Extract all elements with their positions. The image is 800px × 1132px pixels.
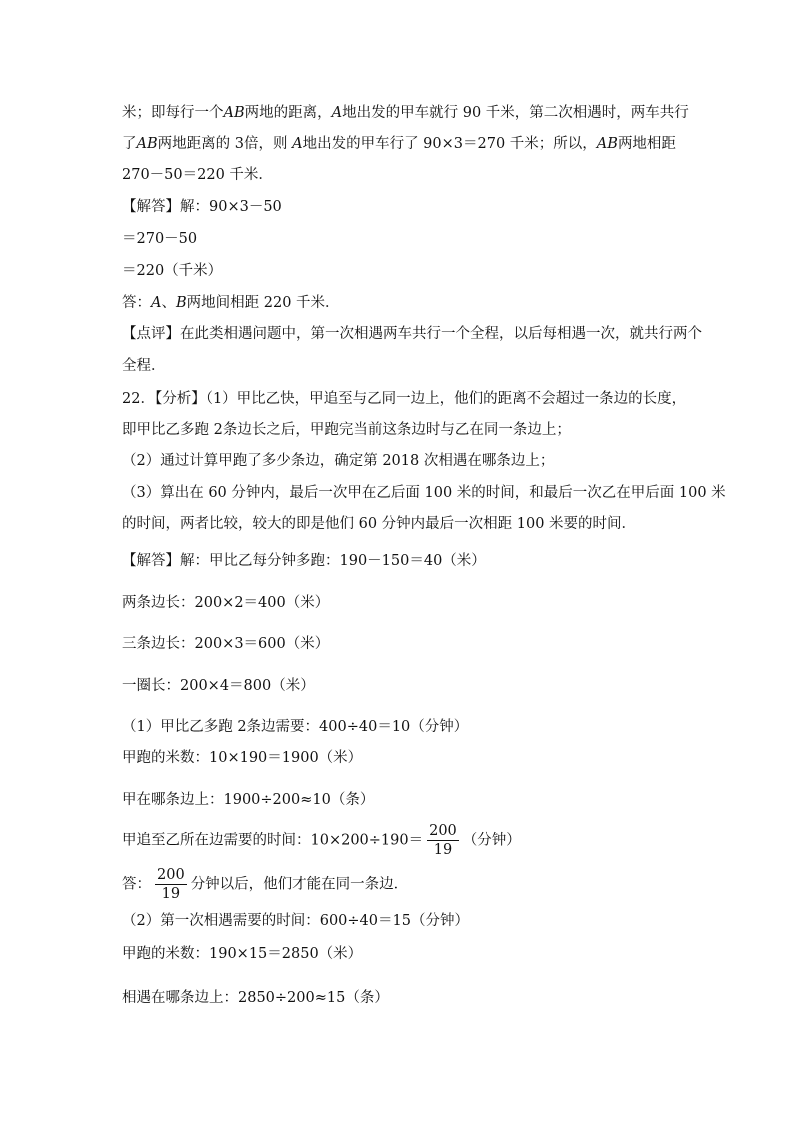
text-line: 270－50＝220 千米． xyxy=(122,167,273,183)
problem-analysis: 22．【分析】（1）甲比乙快，甲追至与乙同一边上，他们的距离不会超过一条边的长度， xyxy=(122,391,687,407)
answer-heading: 【解答】解：甲比乙每分钟多跑：190－150＝40（米） xyxy=(122,553,486,569)
text-line: （3）算出在 60 分钟内，最后一次甲在乙后面 100 米的时间，和最后一次乙在甲后面 100 米 xyxy=(122,485,726,501)
fraction-line: 甲追至乙所在边需要的时间：10×200÷190＝ $\frac{200}{19}$ （分钟） xyxy=(122,823,521,858)
text-line: 相遇在哪条边上：2850÷200≈15（条） xyxy=(122,990,389,1006)
text-line: 甲跑的米数：10×190＝1900（米） xyxy=(122,750,363,766)
text-line: 两条边长：200×2＝400（米） xyxy=(122,595,330,611)
comment-line: 全程． xyxy=(122,358,166,374)
text-line: 一圈长：200×4＝800（米） xyxy=(122,678,315,694)
fraction-line: 答： $\frac{200}{19}$ 分钟以后，他们才能在同一条边． xyxy=(122,867,409,902)
answer-heading: 【解答】解：90×3－50 xyxy=(122,199,282,215)
answer-line: 答：A、B两地间相距 220 千米． xyxy=(122,295,340,311)
text-line: 甲跑的米数：190×15＝2850（米） xyxy=(122,946,363,962)
text-line: （2）通过计算甲跑了多少条边，确定第 2018 次相遇在哪条边上； xyxy=(122,453,555,469)
text-line: 即甲比乙多跑 2条边长之后，甲跑完当前这条边时与乙在同一条边上； xyxy=(122,422,571,438)
equation-line: ＝220（千米） xyxy=(122,263,223,279)
fraction: $\frac{200}{19}$ xyxy=(157,867,185,902)
text-line: 甲在哪条边上：1900÷200≈10（条） xyxy=(122,792,375,808)
text-line: 的时间，两者比较，较大的即是他们 60 分钟内最后一次相距 100 米要的时间． xyxy=(122,516,637,532)
comment-line: 【点评】在此类相遇问题中，第一次相遇两车共行一个全程，以后每相遇一次，就共行两个 xyxy=(122,326,702,342)
text-line: 三条边长：200×3＝600（米） xyxy=(122,636,330,652)
text-line: （2）第一次相遇需要的时间：600÷40＝15（分钟） xyxy=(122,913,469,929)
fraction: $\frac{200}{19}$ xyxy=(429,823,457,858)
text-line: （1）甲比乙多跑 2条边需要：400÷40＝10（分钟） xyxy=(122,719,469,735)
text-line: 了AB两地距离的 3倍，则 A地出发的甲车行了 90×3＝270 千米；所以，AB两地相距 xyxy=(122,136,676,152)
equation-line: ＝270－50 xyxy=(122,231,198,247)
text-line: 米；即每行一个AB两地的距离，A地出发的甲车就行 90 千米，第二次相遇时，两车共行 xyxy=(122,105,689,121)
